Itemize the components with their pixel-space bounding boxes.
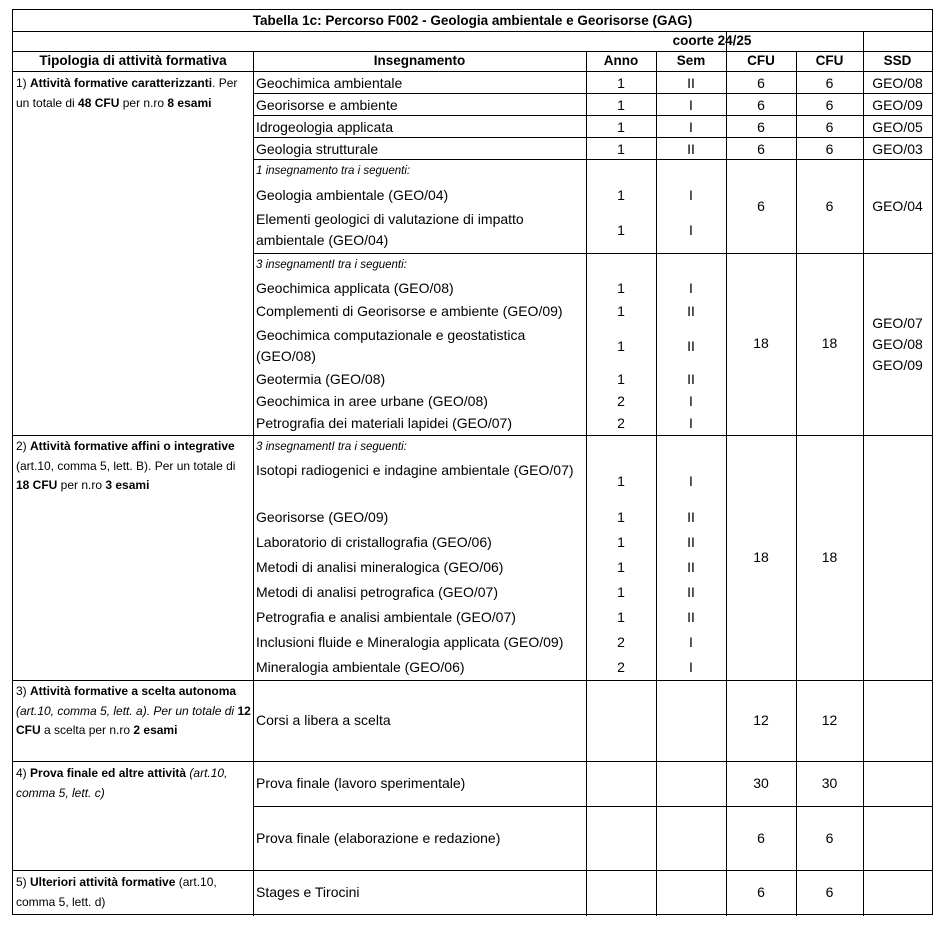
- header-insegnamento: Insegnamento: [373, 53, 466, 68]
- table-row: Laboratorio di cristallografia (GEO/06): [256, 534, 492, 550]
- header-cfu-1: CFU: [747, 53, 775, 68]
- header-tipologia: Tipologia di attività formativa: [39, 53, 227, 68]
- tipologia-4: 4) Prova finale ed altre attività (art.10, comma 5, lett. c): [16, 766, 228, 800]
- table-row: Complementi di Georisorse e ambiente (GEO/09): [256, 303, 563, 319]
- table-title: Tabella 1c: Percorso F002 - Geologia ambientale e Georisorse (GAG): [13, 10, 932, 32]
- table-row: Corsi a libera a scelta: [256, 712, 391, 728]
- table-row: Geotermia (GEO/08): [256, 371, 386, 387]
- table-row: Geologia ambientale (GEO/04): [256, 187, 449, 203]
- table-row: Stages e Tirocini: [256, 884, 360, 900]
- table-row: Mineralogia ambientale (GEO/06): [256, 659, 465, 675]
- table-row: Georisorse (GEO/09): [256, 509, 389, 525]
- coorte-label: coorte 24/25: [672, 33, 752, 48]
- table-row: Petrografia e analisi ambientale (GEO/07): [256, 609, 516, 625]
- table-row: Inclusioni fluide e Mineralogia applicata (GEO/09): [256, 634, 564, 650]
- table-row: Prova finale (elaborazione e redazione): [256, 830, 501, 846]
- header-sem: Sem: [676, 53, 706, 68]
- table-row: Idrogeologia applicata: [256, 119, 393, 135]
- table-row: Geochimica computazionale e geostatistica (GEO/08): [256, 327, 526, 364]
- header-anno: Anno: [603, 53, 639, 68]
- group-note: 1 insegnamento tra i seguenti:: [256, 165, 411, 177]
- header-cfu-2: CFU: [815, 53, 844, 68]
- table-row: Metodi di analisi mineralogica (GEO/06): [256, 559, 504, 575]
- tipologia-2: 2) Attività formative affini o integrative (art.10, comma 5, lett. B). Per un totale di 18 CFU per n.ro 3 esami: [16, 439, 236, 492]
- table-row: Prova finale (lavoro sperimentale): [256, 775, 466, 791]
- group-note: 3 insegnamentI tra i seguenti:: [256, 441, 407, 453]
- table-row: Elementi geologici di valutazione di impatto ambientale (GEO/04): [256, 211, 524, 248]
- tipologia-3: 3) Attività formative a scelta autonoma (art.10, comma 5, lett. a). Per un totale di 12 CFU a scelta per n.ro 2 esami: [16, 684, 251, 737]
- table-row: Geologia strutturale: [256, 141, 379, 157]
- table-row: Isotopi radiogenici e indagine ambientale (GEO/07): [256, 462, 574, 478]
- header-ssd: SSD: [883, 53, 912, 68]
- table-row: Geochimica applicata (GEO/08): [256, 280, 454, 296]
- tipologia-1: 1) Attività formative caratterizzanti. Per un totale di 48 CFU per n.ro 8 esami: [16, 76, 238, 110]
- table-row: Georisorse e ambiente: [256, 97, 398, 113]
- coorte-header: [13, 31, 932, 51]
- table-row: Geochimica ambientale: [256, 75, 403, 91]
- table-row: Geochimica in aree urbane (GEO/08): [256, 393, 488, 409]
- tipologia-5: 5) Ulteriori attività formative (art.10, comma 5, lett. d): [16, 875, 217, 909]
- table-row: Petrografia dei materiali lapidei (GEO/07): [256, 415, 513, 431]
- group-note: 3 insegnamentI tra i seguenti:: [256, 259, 407, 271]
- curriculum-table: Tabella 1c: Percorso F002 - Geologia ambientale e Georisorse (GAG) coorte 24/25 Tipologia di attività formativa Insegnamento Anno Sem CFU CFU SSD 1) Attività formative caratterizzanti. Per un totale di 48 CFU per n.ro 8 esami Geochimica ambientale 1 II 6 6 GEO/08 Georisorse e ambiente 1 I 6 6 GEO/09 Idrogeologia applicata 1 I 6 6 GEO/05 Geologia strutturale 1 II 6 6 GEO/03 1 insegnamento tra i seguenti: Geologia ambientale (GEO/04) 1 I Elementi geologici di valutazione di impatto ambientale (GEO/04) 1 I 6 6 GEO/04 3 insegnamentI tra i seguenti: Geochimica applicata (GEO/08) 1 I Complementi di Georisorse e ambiente (GEO/09) 1 II Geochimica computazionale e geostatistica (GEO/08) 1 II Geotermia (GEO/08) 1 II Geochimica in aree urbane (GEO/08) 2 I Petrografia dei materiali lapidei (GEO/07) 2 I 18 18 GEO/07 GEO/08 GEO/09 2) Attività formative affini o integrative (art.10, comma 5, lett. B). Per un totale di 18 CFU per n.ro 3 esami 3 insegnamentI tra i seguenti: Isotopi radiogenici e indagine ambientale (GEO/07) 1 I Georisorse (GEO/09) 1 II Laboratorio di cristallografia (GEO/06) 1 II Metodi di analisi mineralogica (GEO/06) 1 II Metodi di analisi petrografica (GEO/07) 1 II Petrografia e analisi ambientale (GEO/07) 1 II Inclusioni fluide e Mineralogia applicata (GEO/09) 2 I Mineralogia ambientale (GEO/06) 2 I 18 18 3) Attività formative a scelta autonoma (art.10, comma 5, lett. a). Per un totale di 12 CFU a scelta per n.ro 2 esami Corsi a libera a scelta 12 12 4) Prova finale ed altre attività (art.10, comma 5, lett. c) Prova finale (lavoro sperimentale) 30 30 Prova finale (elaborazione e redazione) 6 6 5) Ulteriori attività formative (art.10, comma 5, lett. d) Stages e Tirocini 6 6: [12, 9, 933, 915]
- table-row: Metodi di analisi petrografica (GEO/07): [256, 584, 498, 600]
